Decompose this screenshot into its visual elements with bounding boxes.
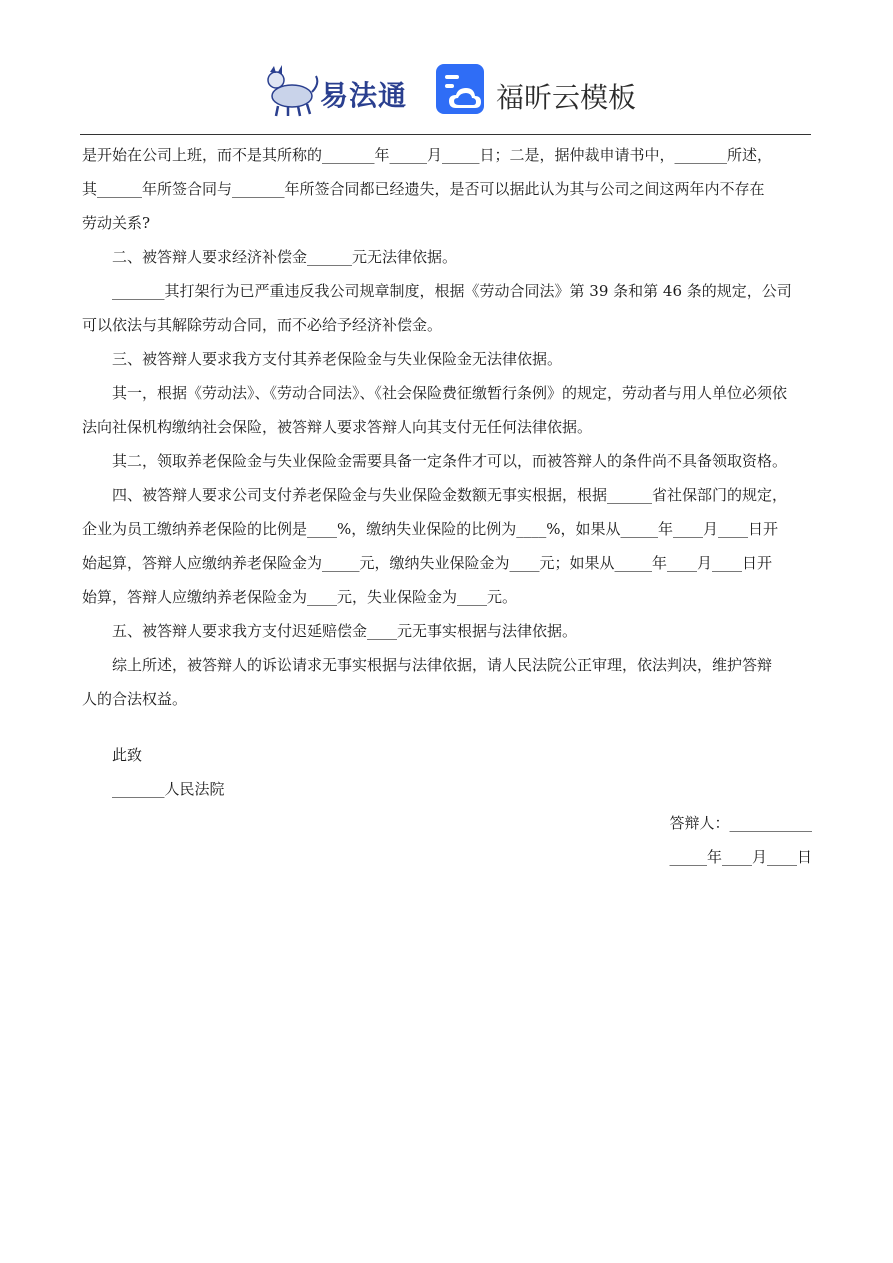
body-line: 可以依法与其解除劳动合同，而不必给予经济补偿金。 (82, 316, 443, 334)
yifatong-logo (262, 64, 412, 118)
body-line: 企业为员工缴纳养老保险的比例是____%，缴纳失业保险的比例为____%，如果从_____年____月____日开 (82, 520, 779, 538)
body-line: 始起算，答辩人应缴纳养老保险金为_____元，缴纳失业保险金为____元；如果从_____年____月____日开 (82, 554, 773, 572)
body-line: 是开始在公司上班，而不是其所称的_______年_____月_____日；二是，据仲裁申请书中，_______所述， (82, 146, 773, 164)
closing-salutation: 此致 (112, 746, 143, 764)
body-line: 人的合法权益。 (82, 690, 188, 708)
foxit-template-logo-text: 福昕云模板 (496, 81, 637, 114)
document-body (82, 138, 812, 874)
body-line: 法向社保机构缴纳社会保险，被答辩人要求答辩人向其支付无任何法律依据。 (82, 418, 593, 436)
body-line: 其______年所签合同与_______年所签合同都已经遗失，是否可以据此认为其与公司之间这两年内不存在 (82, 180, 765, 198)
cloud-doc-icon (436, 64, 486, 116)
signature-date: _____年____月____日 (669, 848, 812, 866)
court-name: _______人民法院 (112, 780, 225, 798)
respondent-signature: 答辩人：___________ (669, 814, 812, 832)
foxit-template-logo (436, 64, 636, 120)
body-line: 综上所述，被答辩人的诉讼请求无事实根据与法律依据，请人民法院公正审理，依法判决，维护答辩 (112, 656, 773, 674)
body-line: 始算，答辩人应缴纳养老保险金为____元，失业保险金为____元。 (82, 588, 518, 606)
body-line: 其一，根据《劳动法》、《劳动合同法》、《社会保险费征缴暂行条例》的规定，劳动者与用人单位必须依 (112, 384, 788, 402)
section-heading: 三、被答辩人要求我方支付其养老保险金与失业保险金无法律依据。 (112, 350, 563, 368)
body-line: 劳动关系? (82, 214, 151, 232)
body-line: 其二，领取养老保险金与失业保险金需要具备一定条件才可以，而被答辩人的条件尚不具备领取资格。 (112, 452, 788, 470)
yifatong-logo-text: 易法通 (320, 79, 408, 112)
page-header (0, 60, 893, 124)
section-heading: 二、被答辩人要求经济补偿金______元无法律依据。 (112, 248, 458, 266)
section-heading: 五、被答辩人要求我方支付迟延赔偿金____元无事实根据与法律依据。 (112, 622, 578, 640)
body-line: _______其打架行为已严重违反我公司规章制度，根据《劳动合同法》第 39 条和第 46 条的规定，公司 (112, 282, 792, 300)
qilin-icon (262, 64, 320, 118)
spacer (82, 716, 812, 738)
section-heading: 四、被答辩人要求公司支付养老保险金与失业保险金数额无事实根据，根据______省社保部门的规定， (112, 486, 788, 504)
header-divider (80, 134, 811, 135)
